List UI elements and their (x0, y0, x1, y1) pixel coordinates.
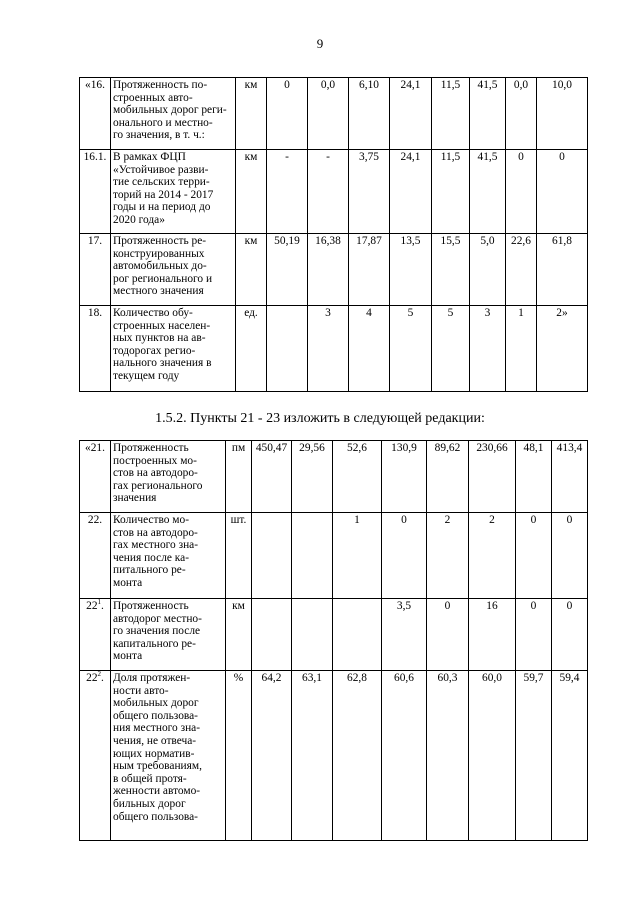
table-row (80, 306, 588, 392)
value-cell: 52,6 (333, 441, 382, 513)
unit-cell: шт. (226, 513, 252, 599)
value-cell: 15,5 (432, 234, 470, 306)
indicator-name: Протяженность по- строенных авто- мобильных дорог реги- онального и местно- го значения, в т. ч.: (111, 78, 236, 150)
table-row (80, 441, 588, 513)
table-row (80, 513, 588, 599)
section-heading: 1.5.2. Пункты 21 - 23 изложить в следующей редакции: (155, 411, 485, 426)
value-cell: 61,8 (537, 234, 588, 306)
value-cell: 0,0 (506, 78, 537, 150)
value-cell: 63,1 (292, 671, 333, 841)
value-cell: 3,5 (382, 599, 427, 671)
row-number: 18. (80, 306, 111, 392)
value-cell: 16 (469, 599, 516, 671)
value-cell (267, 306, 308, 392)
value-cell (333, 599, 382, 671)
indicator-name: В рамках ФЦП «Устойчивое разви- тие сельских терри- торий на 2014 - 2017 годы и на период до 2020 года» (111, 150, 236, 234)
value-cell: 0 (427, 599, 469, 671)
value-cell: 413,4 (552, 441, 588, 513)
value-cell: 0 (506, 150, 537, 234)
value-cell: 13,5 (390, 234, 432, 306)
value-cell: 130,9 (382, 441, 427, 513)
value-cell (252, 513, 292, 599)
value-cell: 0 (516, 599, 552, 671)
unit-cell: км (236, 150, 267, 234)
value-cell: 22,6 (506, 234, 537, 306)
value-cell: 24,1 (390, 78, 432, 150)
value-cell: 17,87 (349, 234, 390, 306)
value-cell: 60,3 (427, 671, 469, 841)
value-cell: 0 (537, 150, 588, 234)
value-cell: 48,1 (516, 441, 552, 513)
value-cell: 2» (537, 306, 588, 392)
value-cell: 0 (516, 513, 552, 599)
row-number: «21. (80, 441, 111, 513)
value-cell: 41,5 (470, 150, 506, 234)
value-cell: 5 (390, 306, 432, 392)
unit-cell: км (226, 599, 252, 671)
value-cell: 10,0 (537, 78, 588, 150)
unit-cell: ед. (236, 306, 267, 392)
value-cell: 50,19 (267, 234, 308, 306)
value-cell: 2 (469, 513, 516, 599)
value-cell: 89,62 (427, 441, 469, 513)
value-cell: - (267, 150, 308, 234)
indicator-name: Количество мо- стов на автодоро- гах местного зна- чения после ка- питального ре- монта (111, 513, 226, 599)
value-cell: 41,5 (470, 78, 506, 150)
row-number: 16.1. (80, 150, 111, 234)
value-cell: 64,2 (252, 671, 292, 841)
page-number: 9 (316, 36, 324, 51)
unit-cell: км (236, 234, 267, 306)
value-cell: - (308, 150, 349, 234)
unit-cell: % (226, 671, 252, 841)
value-cell: 0 (552, 513, 588, 599)
unit-cell: км (236, 78, 267, 150)
value-cell: 1 (333, 513, 382, 599)
value-cell: 0 (267, 78, 308, 150)
value-cell: 230,66 (469, 441, 516, 513)
value-cell: 24,1 (390, 150, 432, 234)
value-cell: 11,5 (432, 150, 470, 234)
table-row (80, 234, 588, 306)
table-row (80, 671, 588, 841)
value-cell: 0 (382, 513, 427, 599)
row-number: 22. (80, 513, 111, 599)
value-cell: 11,5 (432, 78, 470, 150)
value-cell: 62,8 (333, 671, 382, 841)
value-cell: 60,6 (382, 671, 427, 841)
value-cell: 3,75 (349, 150, 390, 234)
indicators-table-2 (79, 440, 588, 841)
value-cell: 0 (552, 599, 588, 671)
value-cell: 3 (470, 306, 506, 392)
value-cell: 1 (506, 306, 537, 392)
value-cell: 0,0 (308, 78, 349, 150)
value-cell: 6,10 (349, 78, 390, 150)
indicator-name: Протяженность ре- конструированных автомобильных до- рог регионального и местного значения (111, 234, 236, 306)
value-cell: 60,0 (469, 671, 516, 841)
value-cell: 3 (308, 306, 349, 392)
value-cell: 59,7 (516, 671, 552, 841)
value-cell: 450,47 (252, 441, 292, 513)
indicator-name: Количество обу- строенных населен- ных пунктов на ав- тодорогах регио- нального значения в текущем году (111, 306, 236, 392)
row-number: «16. (80, 78, 111, 150)
value-cell (292, 513, 333, 599)
value-cell (292, 599, 333, 671)
value-cell: 2 (427, 513, 469, 599)
table-row (80, 78, 588, 150)
table-row (80, 150, 588, 234)
value-cell: 29,56 (292, 441, 333, 513)
value-cell: 4 (349, 306, 390, 392)
unit-cell: пм (226, 441, 252, 513)
table-row (80, 599, 588, 671)
indicator-name: Протяженность автодорог местно- го значения после капитального ре- монта (111, 599, 226, 671)
indicators-table-1 (79, 77, 588, 392)
row-number: $22^2$. (80, 671, 111, 841)
value-cell: 5 (432, 306, 470, 392)
value-cell: 5,0 (470, 234, 506, 306)
value-cell: 16,38 (308, 234, 349, 306)
value-cell (252, 599, 292, 671)
indicator-name: Протяженность построенных мо- стов на автодоро- гах регионального значения (111, 441, 226, 513)
row-number: $22^1$. (80, 599, 111, 671)
value-cell: 59,4 (552, 671, 588, 841)
indicator-name: Доля протяжен- ности авто- мобильных дорог общего пользова- ния местного зна- чения, не отвеча- ющих норматив- ным требованиям, в общей протя- женности автомо- бильных дорог общего пользова- (111, 671, 226, 841)
row-number: 17. (80, 234, 111, 306)
